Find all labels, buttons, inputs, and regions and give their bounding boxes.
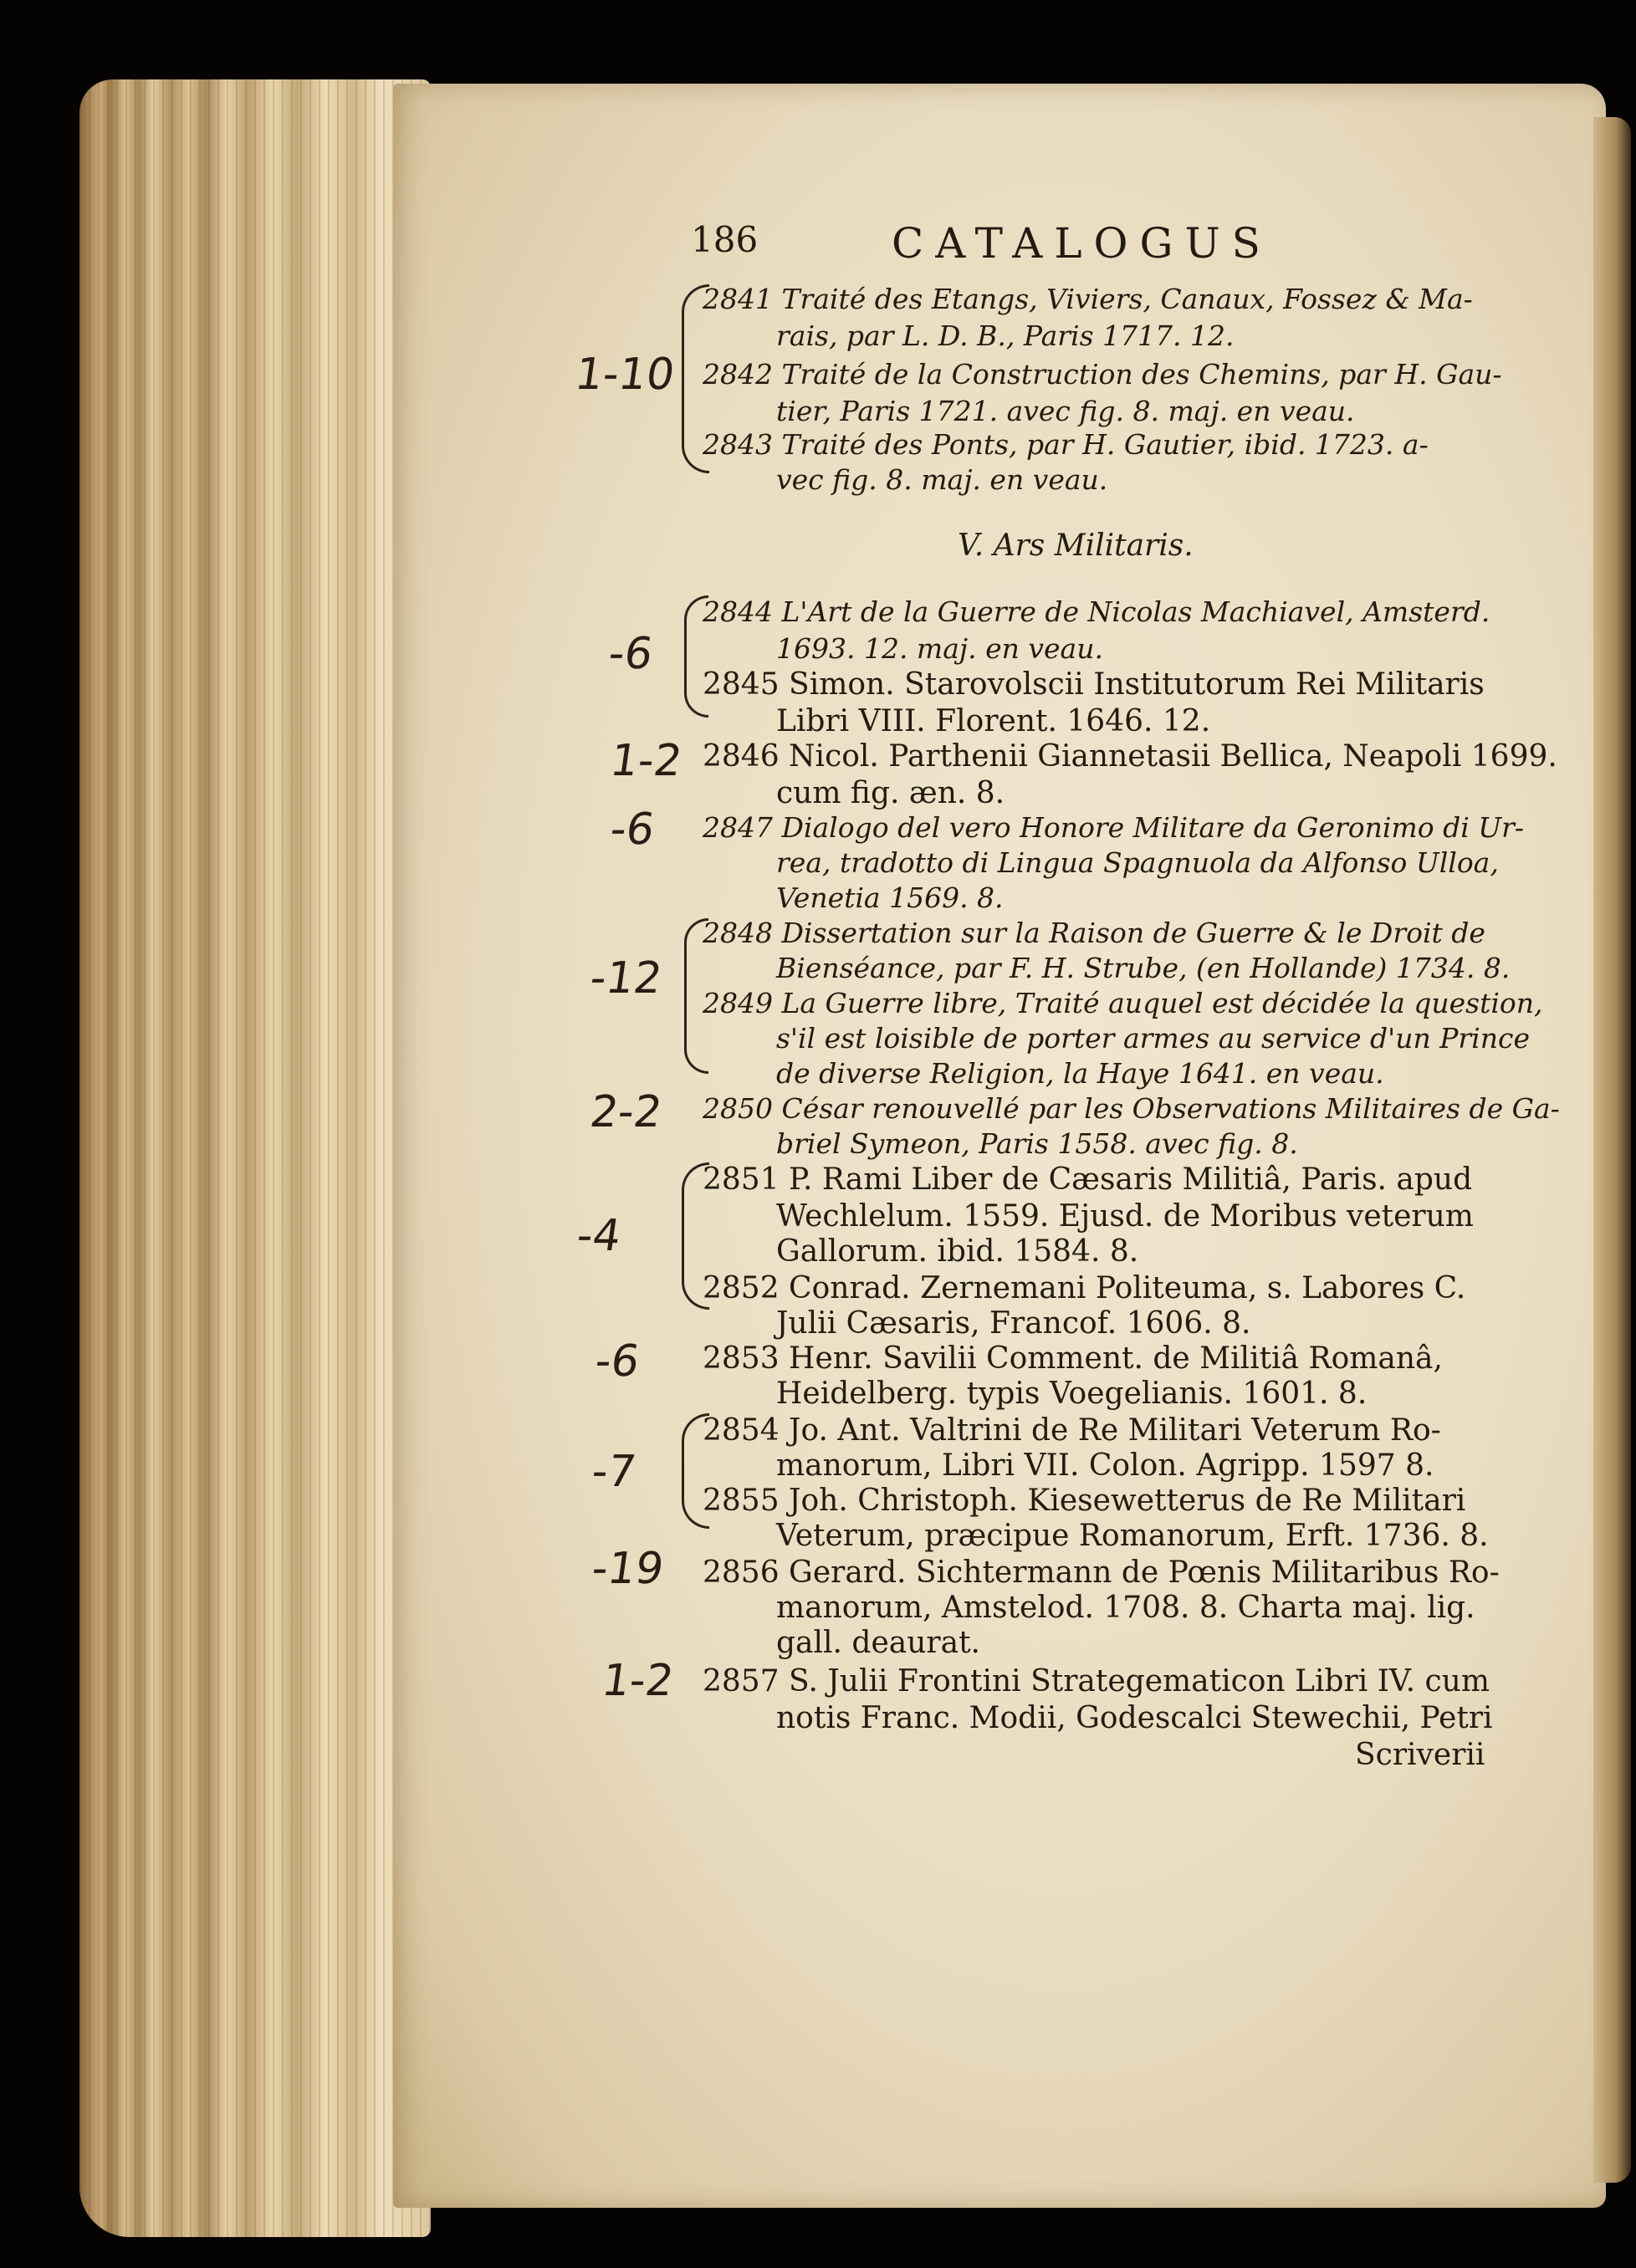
entry-line: Julii Cæsaris, Francof. 1606. 8. <box>776 1306 1251 1341</box>
ink-price-mark: 1-2 <box>598 1656 677 1706</box>
entry-line: rais, par L. D. B., Paris 1717. 12. <box>776 319 1235 352</box>
entry-line: s'il est loisible de porter armes au service d'un Prince <box>776 1022 1530 1055</box>
ink-brace <box>682 1162 709 1310</box>
ink-price-mark: -4 <box>573 1211 625 1261</box>
entry-line: gall. deaurat. <box>776 1626 981 1660</box>
entry-line: Wechlelum. 1559. Ejusd. de Moribus veterum <box>776 1199 1474 1234</box>
entry-line: cum fig. æn. 8. <box>776 776 1005 810</box>
ink-price-mark: 1-2 <box>606 736 686 786</box>
entry-line: 2847 Dialogo del vero Honore Militare da Geronimo di Ur- <box>703 811 1524 844</box>
ink-price-mark: -6 <box>605 629 657 679</box>
entry-line: 2841 Traité des Etangs, Viviers, Canaux, Fossez & Ma- <box>703 283 1473 315</box>
entry-line: Heidelberg. typis Voegelianis. 1601. 8. <box>776 1377 1368 1411</box>
entry-line: 2854 Jo. Ant. Valtrini de Re Militari Veterum Ro- <box>703 1413 1441 1448</box>
entry-line: manorum, Amstelod. 1708. 8. Charta maj. lig. <box>776 1591 1475 1625</box>
entry-line: 1693. 12. maj. en veau. <box>776 632 1103 665</box>
entry-line: 2856 Gerard. Sichtermann de Pœnis Militaribus Ro- <box>703 1555 1500 1590</box>
running-title: CATALOGUS <box>892 219 1272 268</box>
entry-line: Bienséance, par F. H. Strube, (en Hollande) 1734. 8. <box>776 952 1511 984</box>
ink-price-mark: -19 <box>588 1544 667 1594</box>
ink-price-mark: -7 <box>588 1447 640 1497</box>
entry-line: 2850 César renouvellé par les Observations Militaires de Ga- <box>703 1092 1560 1125</box>
entry-line: vec fig. 8. maj. en veau. <box>776 463 1108 496</box>
entry-line: notis Franc. Modii, Godescalci Stewechii, Petri <box>776 1701 1493 1735</box>
entry-line: manorum, Libri VII. Colon. Agripp. 1597 8. <box>776 1448 1434 1483</box>
entry-line: Venetia 1569. 8. <box>776 881 1004 914</box>
ink-price-mark: 2-2 <box>586 1087 666 1137</box>
ink-brace <box>684 918 708 1074</box>
entry-line: 2849 La Guerre libre, Traité auquel est décidée la question, <box>703 987 1543 1019</box>
ink-brace <box>682 1413 709 1529</box>
page-stack-edges <box>79 79 431 2237</box>
entry-line: 2845 Simon. Starovolscii Institutorum Rei Militaris <box>703 667 1485 702</box>
ink-price-mark: -6 <box>606 805 658 855</box>
entry-line: Libri VIII. Florent. 1646. 12. <box>776 704 1211 738</box>
entry-line: 2846 Nicol. Parthenii Giannetasii Bellica, Neapoli 1699. <box>703 739 1557 774</box>
entry-line: 2851 P. Rami Liber de Cæsaris Militiâ, Paris. apud <box>703 1162 1473 1197</box>
page-number: 186 <box>691 219 759 260</box>
entry-line: 2843 Traité des Ponts, par H. Gautier, ibid. 1723. a- <box>703 428 1429 461</box>
entry-line: briel Symeon, Paris 1558. avec fig. 8. <box>776 1127 1298 1160</box>
entry-line: 2844 L'Art de la Guerre de Nicolas Machiavel, Amsterd. <box>703 595 1490 628</box>
entry-line: 2848 Dissertation sur la Raison de Guerre & le Droit de <box>703 917 1485 949</box>
ink-price-mark: 1-10 <box>571 350 678 400</box>
entry-line: 2857 S. Julii Frontini Strategematicon Libri IV. cum <box>703 1664 1490 1698</box>
entry-line: 2852 Conrad. Zernemani Politeuma, s. Labores C. <box>703 1271 1466 1305</box>
ink-brace <box>682 284 709 473</box>
entry-line: tier, Paris 1721. avec fig. 8. maj. en veau. <box>776 395 1355 427</box>
catchword: Scriverii <box>1355 1738 1485 1772</box>
entry-line: 2842 Traité de la Construction des Chemins, par H. Gau- <box>703 358 1502 391</box>
ink-price-mark: -12 <box>586 953 666 1004</box>
facing-page-edge <box>1593 117 1631 2183</box>
entry-line: 2855 Joh. Christoph. Kiesewetterus de Re Militari <box>703 1484 1466 1518</box>
entry-line: 2853 Henr. Savilii Comment. de Militiâ Romanâ, <box>703 1341 1443 1376</box>
section-heading: V. Ars Militaris. <box>958 529 1194 563</box>
ink-brace <box>684 595 708 718</box>
entry-line: rea, tradotto di Lingua Spagnuola da Alfonso Ulloa, <box>776 846 1499 879</box>
entry-line: Gallorum. ibid. 1584. 8. <box>776 1234 1139 1269</box>
ink-price-mark: -6 <box>591 1336 643 1387</box>
entry-line: Veterum, præcipue Romanorum, Erft. 1736. 8. <box>776 1519 1489 1553</box>
entry-line: de diverse Religion, la Haye 1641. en veau. <box>776 1057 1384 1090</box>
